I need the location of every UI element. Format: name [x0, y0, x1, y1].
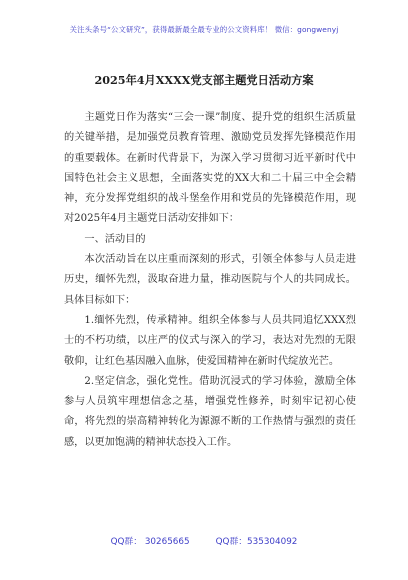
intro-paragraph: 主题党日作为落实“三会一课”制度、提升党的组织生活质量的关键举措，是加强党员教育管理、激励党员发挥先锋模范作用的重要载体。在新时代背景下，为深入学习贯彻习近平新时代中国特色社会主义思想，全面落实党的XX大和二十届三中全会精神，充分发挥党组织的战斗堡垒作用和党员的先锋模范作用，现对2025年4月主题党日活动安排如下：	[64, 112, 356, 225]
document-title: 2025年4月XXXX党支部主题党日活动方案	[94, 73, 314, 87]
goal-item-1: 1.缅怀先烈，传承精神。组织全体参与人员共同追忆XXX烈士的不朽功绩，以庄严的仪式与深入的学习，表达对先烈的无限敬仰，让红色基因融入血脉，使爱国精神在新时代绽放光芒。	[64, 314, 356, 367]
purpose-paragraph: 本次活动旨在以庄重而深刻的形式，引领全体参与人员走进历史，缅怀先烈，汲取奋进力量，推动医院与个人的共同成长。具体目标如下：	[64, 254, 356, 306]
footer-qq-group-1: QQ群： 30265665	[110, 537, 190, 547]
section-heading-purpose: 一、活动目的	[84, 233, 146, 245]
footer-qq-group-2: QQ群：535304092	[215, 537, 298, 547]
footer-contact	[0, 534, 408, 547]
document-body	[64, 108, 356, 453]
goal-item-2: 2.坚定信念，强化党性。借助沉浸式的学习体验，激励全体参与人员筑牢理想信念之基，增强党性修养，时刻牢记初心使命，将先烈的崇高精神转化为源源不断的工作热情与强烈的责任感，以更加饱满的精神状态投入工作。	[64, 375, 356, 448]
header-promo-note: 关注头条号“公文研究”，获得最新最全最专业的公文资料库！ 微信：gongwenyj	[69, 25, 339, 34]
